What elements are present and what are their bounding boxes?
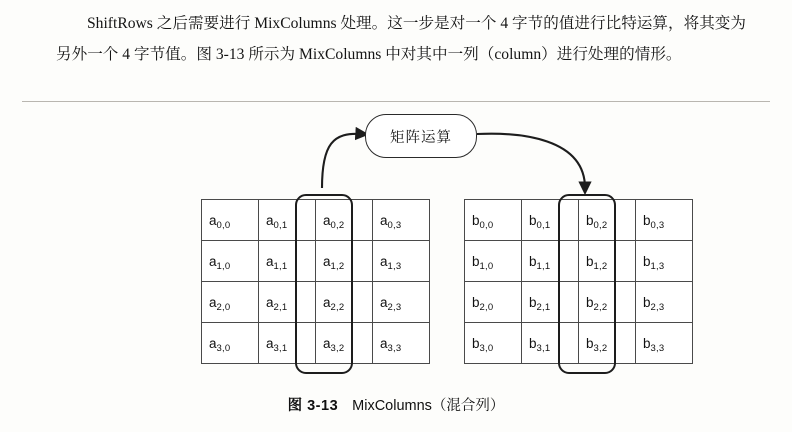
cell-b-2-2: $b_{2,2}$ [579, 282, 636, 323]
matrix-operation-label: 矩阵运算 [390, 129, 452, 146]
paragraph-line-1: ShiftRows 之后需要进行 MixColumns 处理。这一步是对一个 4 字节的值进行比特运算，将 [87, 15, 700, 32]
horizontal-divider [22, 101, 770, 102]
cell-a-3-2: $a_{3,2}$ [316, 323, 373, 364]
cell-b-3-3: $b_{3,3}$ [636, 323, 693, 364]
cell-a-0-0: $a_{0,0}$ [202, 200, 259, 241]
cell-a-3-3: $a_{3,3}$ [373, 323, 430, 364]
cell-b-1-3: $b_{1,3}$ [636, 241, 693, 282]
cell-a-1-1: $a_{1,1}$ [259, 241, 316, 282]
highlighted-column-a [295, 194, 353, 374]
paragraph-line-2: 其变为另外一个 4 字节值。图 3-13 所示为 MixColumns 中对其中一列（column）进行处理的 [56, 15, 746, 63]
cell-a-3-1: $a_{3,1}$ [259, 323, 316, 364]
cell-a-0-3: $a_{0,3}$ [373, 200, 430, 241]
matrix-operation-box [365, 114, 477, 158]
cell-a-1-3: $a_{1,3}$ [373, 241, 430, 282]
cell-b-1-0: $b_{1,0}$ [465, 241, 522, 282]
body-paragraph [56, 8, 746, 70]
cell-b-2-3: $b_{2,3}$ [636, 282, 693, 323]
cell-b-0-2: $b_{0,2}$ [579, 200, 636, 241]
figure-caption [0, 394, 792, 415]
figure-caption-text: MixColumns（混合列） [352, 398, 505, 414]
cell-b-0-0: $b_{0,0}$ [465, 200, 522, 241]
cell-a-1-2: $a_{1,2}$ [316, 241, 373, 282]
cell-b-1-2: $b_{1,2}$ [579, 241, 636, 282]
figure-3-13 [0, 104, 792, 432]
cell-a-2-2: $a_{2,2}$ [316, 282, 373, 323]
cell-a-0-1: $a_{0,1}$ [259, 200, 316, 241]
cell-b-0-3: $b_{0,3}$ [636, 200, 693, 241]
cell-b-0-1: $b_{0,1}$ [522, 200, 579, 241]
figure-caption-number: 图 3-13 [287, 398, 339, 414]
highlighted-column-b [558, 194, 616, 374]
cell-b-2-0: $b_{2,0}$ [465, 282, 522, 323]
paragraph-line-3: 情形。 [634, 46, 682, 63]
cell-a-3-0: $a_{3,0}$ [202, 323, 259, 364]
cell-a-1-0: $a_{1,0}$ [202, 241, 259, 282]
cell-a-2-3: $a_{2,3}$ [373, 282, 430, 323]
cell-b-2-1: $b_{2,1}$ [522, 282, 579, 323]
cell-b-3-1: $b_{3,1}$ [522, 323, 579, 364]
cell-a-2-0: $a_{2,0}$ [202, 282, 259, 323]
cell-a-2-1: $a_{2,1}$ [259, 282, 316, 323]
cell-b-1-1: $b_{1,1}$ [522, 241, 579, 282]
cell-b-3-2: $b_{3,2}$ [579, 323, 636, 364]
cell-b-3-0: $b_{3,0}$ [465, 323, 522, 364]
cell-a-0-2: $a_{0,2}$ [316, 200, 373, 241]
